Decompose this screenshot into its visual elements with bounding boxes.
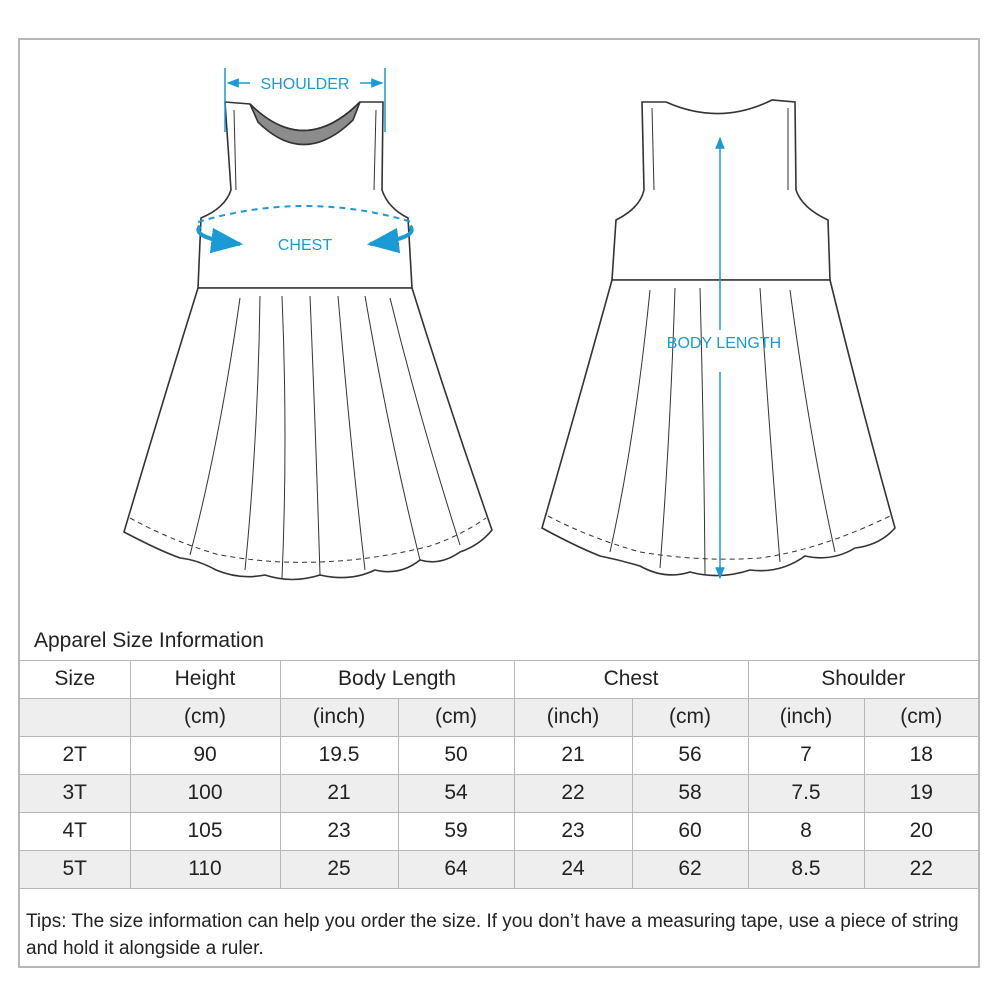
table-title-row — [20, 622, 978, 660]
header-height: Height — [130, 660, 280, 698]
cell-body-inch: 19.5 — [280, 736, 398, 774]
cell-body-cm: 54 — [398, 774, 514, 812]
cell-body-cm: 64 — [398, 850, 514, 888]
size-chart-frame — [18, 38, 980, 968]
tips-section — [20, 908, 978, 968]
unit-size-empty — [20, 698, 130, 736]
cell-body-cm: 59 — [398, 812, 514, 850]
unit-shoulder-inch: (inch) — [748, 698, 864, 736]
header-chest: Chest — [514, 660, 748, 698]
chest-label: CHEST — [277, 237, 333, 254]
cell-size: 4T — [20, 812, 130, 850]
table-title: Apparel Size Information — [20, 622, 978, 660]
cell-chest-inch: 21 — [514, 736, 632, 774]
cell-chest-inch: 22 — [514, 774, 632, 812]
shoulder-label: SHOULDER — [260, 76, 350, 93]
cell-shoulder-cm: 22 — [864, 850, 978, 888]
cell-height: 110 — [130, 850, 280, 888]
dress-diagram-svg — [20, 40, 978, 622]
cell-size: 3T — [20, 774, 130, 812]
unit-chest-cm: (cm) — [632, 698, 748, 736]
cell-body-inch: 25 — [280, 850, 398, 888]
size-table — [20, 622, 978, 889]
cell-height: 100 — [130, 774, 280, 812]
cell-shoulder-cm: 20 — [864, 812, 978, 850]
cell-shoulder-inch: 7.5 — [748, 774, 864, 812]
cell-shoulder-cm: 19 — [864, 774, 978, 812]
header-body-length: Body Length — [280, 660, 514, 698]
unit-chest-inch: (inch) — [514, 698, 632, 736]
table-row — [20, 850, 978, 888]
cell-shoulder-inch: 8.5 — [748, 850, 864, 888]
cell-chest-inch: 24 — [514, 850, 632, 888]
cell-chest-cm: 62 — [632, 850, 748, 888]
cell-shoulder-inch: 8 — [748, 812, 864, 850]
cell-height: 105 — [130, 812, 280, 850]
cell-body-cm: 50 — [398, 736, 514, 774]
unit-shoulder-cm: (cm) — [864, 698, 978, 736]
unit-body-inch: (inch) — [280, 698, 398, 736]
table-row — [20, 736, 978, 774]
header-shoulder: Shoulder — [748, 660, 978, 698]
cell-chest-cm: 56 — [632, 736, 748, 774]
table-header-row — [20, 660, 978, 698]
cell-body-inch: 23 — [280, 812, 398, 850]
front-dress — [124, 102, 492, 580]
tips-text: Tips: The size information can help you order the size. If you don’t have a measuring tape, use a piece of string and hold it alongside a ruler. — [26, 911, 959, 959]
cell-size: 5T — [20, 850, 130, 888]
cell-size: 2T — [20, 736, 130, 774]
table-units-row — [20, 698, 978, 736]
cell-shoulder-inch: 7 — [748, 736, 864, 774]
cell-body-inch: 21 — [280, 774, 398, 812]
unit-body-cm: (cm) — [398, 698, 514, 736]
header-size: Size — [20, 660, 130, 698]
cell-chest-inch: 23 — [514, 812, 632, 850]
table-row — [20, 774, 978, 812]
unit-height-cm: (cm) — [130, 698, 280, 736]
cell-chest-cm: 58 — [632, 774, 748, 812]
cell-height: 90 — [130, 736, 280, 774]
table-row — [20, 812, 978, 850]
dress-illustration — [20, 40, 978, 622]
cell-shoulder-cm: 18 — [864, 736, 978, 774]
body-length-label: BODY LENGTH — [666, 335, 782, 352]
cell-chest-cm: 60 — [632, 812, 748, 850]
